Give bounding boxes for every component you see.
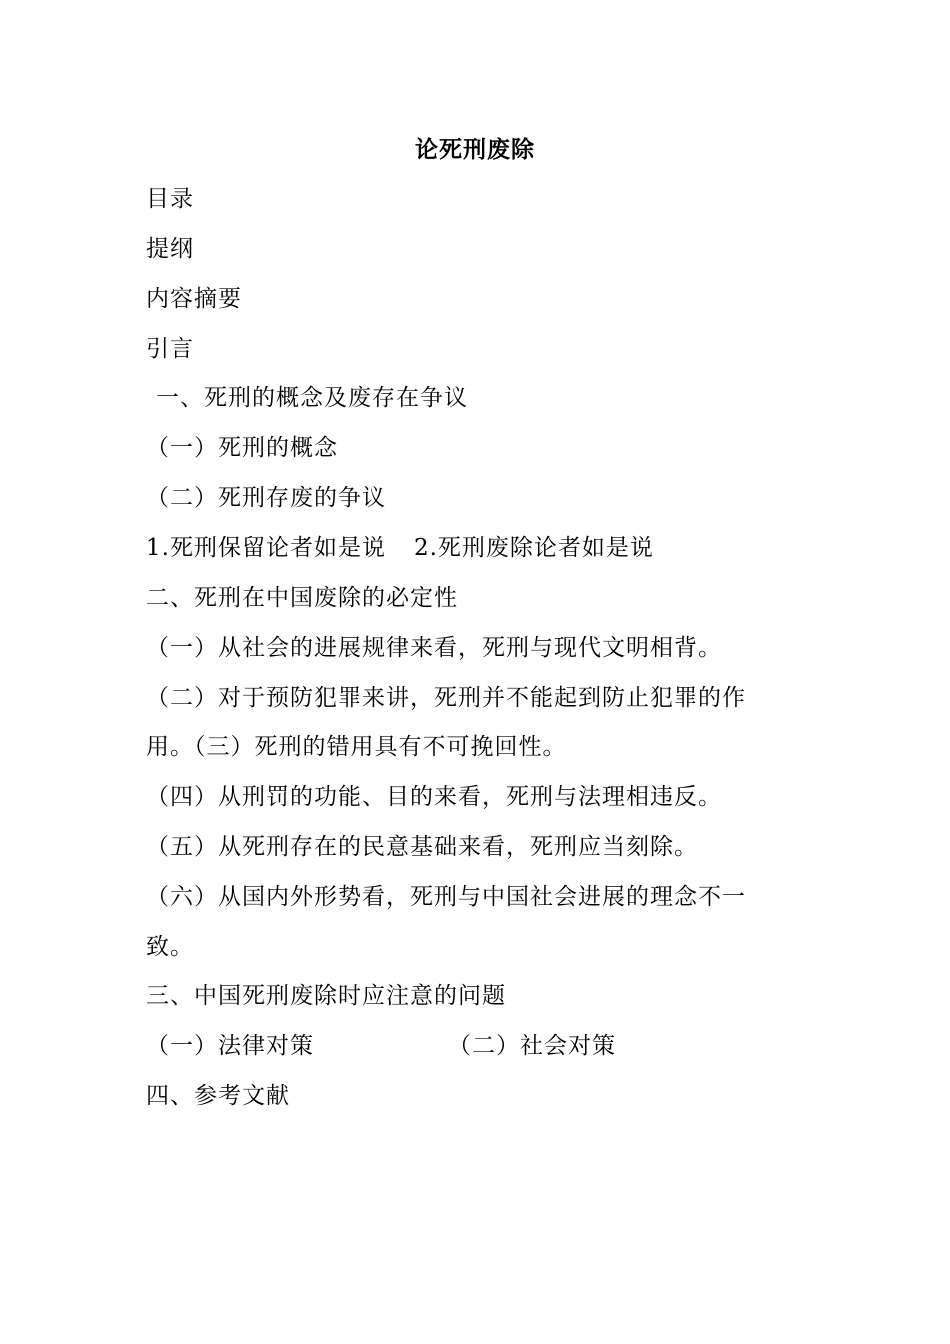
toc-entry-section-2-4: （四）从刑罚的功能、目的来看，死刑与法理相违反。 <box>146 784 722 810</box>
toc-entry-section-3-2: （二）社会对策 <box>448 1033 616 1059</box>
toc-entry-section-1: 一、死刑的概念及废存在争议 <box>156 385 468 411</box>
document-title: 论死刑废除 <box>415 136 535 163</box>
toc-entry-section-2-5: （五）从死刑存在的民意基础来看，死刑应当刻除。 <box>146 834 698 860</box>
toc-entry-section-3: 三、中国死刑废除时应注意的问题 <box>146 983 506 1009</box>
toc-entry-section-2-2-cont: 用。（三）死刑的错用具有不可挽回性。 <box>146 734 567 760</box>
toc-entry-subitems-row <box>146 530 654 566</box>
toc-entry-abstract: 内容摘要 <box>146 286 242 312</box>
toc-entry-section-1-1: （一）死刑的概念 <box>146 435 338 461</box>
toc-entry-section-3-row <box>146 1028 616 1064</box>
toc-entry-section-2: 二、死刑在中国废除的必定性 <box>146 585 458 611</box>
toc-entry-section-2-6-cont: 致。 <box>146 934 194 960</box>
toc-entry-contents: 目录 <box>146 186 194 212</box>
toc-entry-introduction: 引言 <box>146 336 194 362</box>
toc-entry-section-4: 四、参考文献 <box>146 1083 290 1109</box>
toc-entry-section-1-2: （二）死刑存废的争议 <box>146 485 386 511</box>
toc-entry-section-2-1: （一）从社会的进展规律来看，死刑与现代文明相背。 <box>146 635 722 661</box>
toc-entry-section-2-6: （六）从国内外形势看，死刑与中国社会进展的理念不一 <box>146 884 746 910</box>
toc-entry-subitem-1: 1.死刑保留论者如是说 <box>146 535 386 561</box>
toc-entry-section-2-2: （二）对于预防犯罪来讲，死刑并不能起到防止犯罪的作 <box>146 685 746 711</box>
toc-entry-section-3-1: （一）法律对策 <box>146 1033 314 1059</box>
toc-entry-subitem-2: 2.死刑废除论者如是说 <box>413 535 654 561</box>
toc-entry-outline: 提纲 <box>146 236 194 262</box>
